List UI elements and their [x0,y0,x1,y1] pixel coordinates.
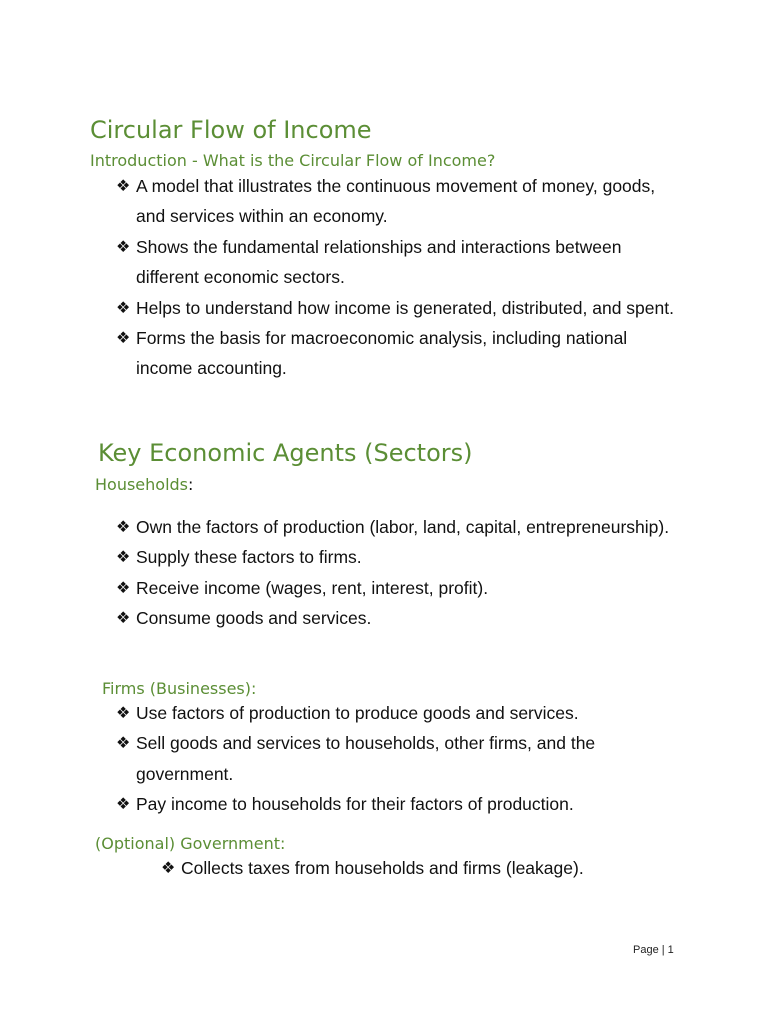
households-list [116,512,676,634]
firms-list [116,698,676,820]
intro-list [116,171,676,384]
agents-heading: Key Economic Agents (Sectors) [98,439,473,467]
diamond-bullet-icon: ❖ [116,547,131,567]
list-item [116,573,676,603]
list-item [116,293,676,323]
households-heading-text: Households [95,475,189,494]
diamond-bullet-icon: ❖ [161,858,176,877]
list-item [116,512,676,542]
list-item-text: Sell goods and services to households, other firms, and the government. [136,733,596,784]
diamond-bullet-icon: ❖ [116,577,131,597]
list-item [116,728,676,789]
list-item [116,603,676,633]
diamond-bullet-icon: ❖ [116,328,131,348]
list-item-text: Shows the fundamental relationships and interactions between different economic sectors. [136,236,622,288]
list-item-text: Helps to understand how income is generated, distributed, and spent. [136,297,674,318]
diamond-bullet-icon: ❖ [116,794,131,814]
document-title: Circular Flow of Income [90,116,372,144]
list-item-text: Receive income (wages, rent, interest, profit). [136,577,489,598]
list-item-text: Consume goods and services. [136,608,372,629]
diamond-bullet-icon: ❖ [116,176,131,195]
diamond-bullet-icon: ❖ [116,517,131,536]
diamond-bullet-icon: ❖ [116,703,131,722]
list-item [161,853,721,883]
list-item [116,789,676,819]
intro-heading: Introduction - What is the Circular Flow of Income? [90,151,496,170]
diamond-bullet-icon: ❖ [116,733,131,753]
page-number-footer: Page | 1 [633,944,674,956]
list-item [116,232,676,293]
list-item-text: Collects taxes from households and firms (leakage). [181,858,584,878]
government-list [161,853,721,883]
diamond-bullet-icon: ❖ [116,608,131,628]
government-heading: (Optional) Government: [95,834,286,853]
list-item-text: Use factors of production to produce goods and services. [136,703,579,723]
list-item-text: Forms the basis for macroeconomic analysis, including national income accounting. [136,328,628,379]
households-heading-colon: : [188,475,194,494]
diamond-bullet-icon: ❖ [116,297,131,317]
list-item [116,171,676,232]
list-item [116,323,676,384]
firms-heading: Firms (Businesses): [102,679,257,698]
list-item [116,542,676,572]
list-item [116,698,676,728]
list-item-text: Supply these factors to firms. [136,547,362,568]
list-item-text: Own the factors of production (labor, land, capital, entrepreneurship). [136,517,670,537]
diamond-bullet-icon: ❖ [116,236,131,256]
households-heading [95,475,193,494]
list-item-text: A model that illustrates the continuous movement of money, goods, and services within an economy. [136,176,656,227]
list-item-text: Pay income to households for their factors of production. [136,794,574,815]
